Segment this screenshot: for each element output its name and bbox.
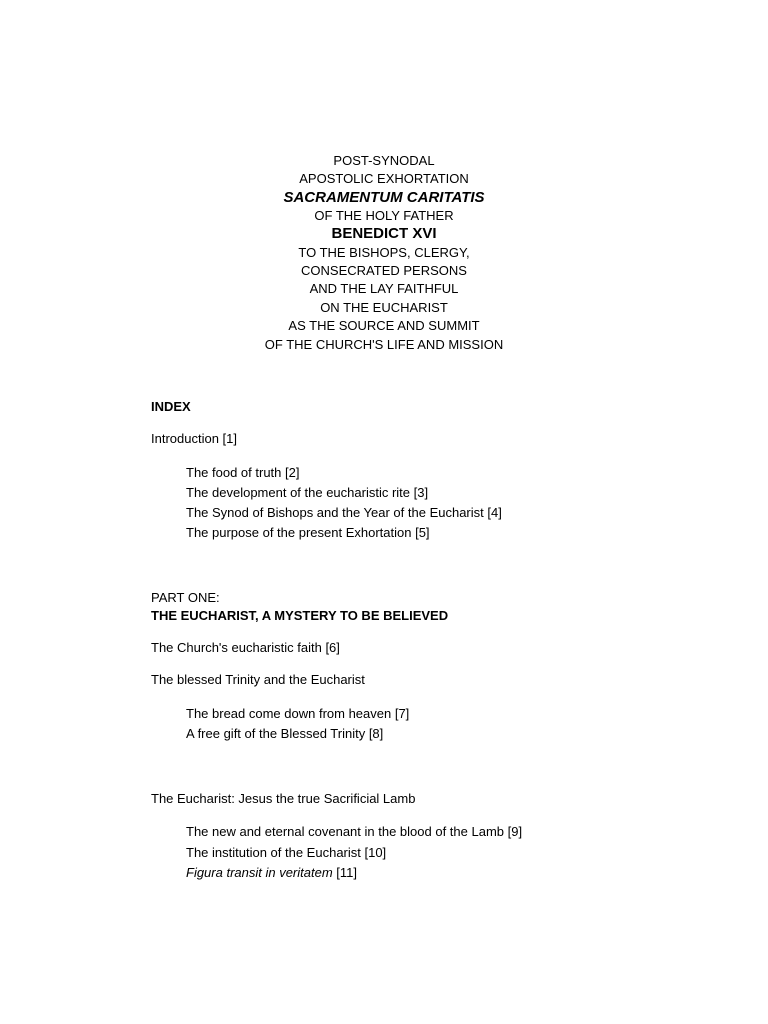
index-heading: INDEX <box>151 399 191 414</box>
part-one-title: THE EUCHARIST, A MYSTERY TO BE BELIEVED <box>151 608 449 623</box>
subject-line: OF THE CHURCH'S LIFE AND MISSION <box>264 336 504 352</box>
subject-line: AS THE SOURCE AND SUMMIT <box>288 318 480 334</box>
toc-item-ref: [11] <box>332 865 358 880</box>
toc-item <box>186 864 357 882</box>
title-block <box>0 152 768 354</box>
toc-item: The bread come down from heaven [7] <box>186 706 410 721</box>
toc-section-lamb: The Eucharist: Jesus the true Sacrificial Lamb <box>151 791 416 806</box>
toc-item: A free gift of the Blessed Trinity [8] <box>186 726 384 741</box>
part-one-label: PART ONE: <box>151 590 220 605</box>
subject-line: ON THE EUCHARIST <box>320 299 448 315</box>
author-name: BENEDICT XVI <box>331 225 437 243</box>
toc-introduction: Introduction [1] <box>151 431 237 446</box>
toc-item: The new and eternal covenant in the blood of the Lamb [9] <box>186 824 523 839</box>
document-type-line: APOSTOLIC EXHORTATION <box>299 171 469 187</box>
toc-item: The development of the eucharistic rite [3] <box>186 485 429 500</box>
toc-item: The institution of the Eucharist [10] <box>186 845 387 860</box>
document-type-line: POST-SYNODAL <box>333 153 435 168</box>
addressee-line: AND THE LAY FAITHFUL <box>309 281 459 297</box>
toc-item: The purpose of the present Exhortation [5] <box>186 525 430 540</box>
toc-section-faith: The Church's eucharistic faith [6] <box>151 640 340 655</box>
addressee-line: CONSECRATED PERSONS <box>301 263 467 279</box>
author-prefix-line: OF THE HOLY FATHER <box>314 207 454 223</box>
addressee-line: TO THE BISHOPS, CLERGY, <box>298 244 470 260</box>
document-title: SACRAMENTUM CARITATIS <box>283 188 485 206</box>
toc-item: The Synod of Bishops and the Year of the Eucharist [4] <box>186 505 502 520</box>
toc-item-latin-title: Figura transit in veritatem <box>186 865 333 880</box>
toc-section-trinity: The blessed Trinity and the Eucharist <box>151 672 365 687</box>
toc-item: The food of truth [2] <box>186 465 300 480</box>
